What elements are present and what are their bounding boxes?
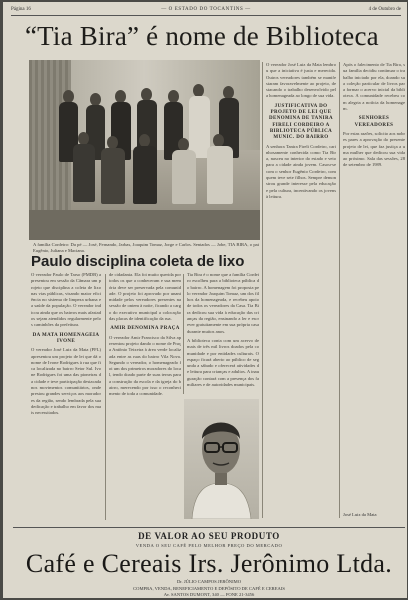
family-group-photo xyxy=(29,60,260,240)
portrait-credit: José Luiz da Mata xyxy=(343,512,377,517)
column-divider xyxy=(262,62,263,518)
ad-address: Av. SANTOS DUMONT, 340 — FONE 21-3456 xyxy=(163,592,255,597)
column-paragraph: O vereador José Luiz da Mata (PFL) apresentou um projeto de lei que dá o nome de Ivone Rodrigues à rua que fica localizada no bairro Setor Sul. Ivone Rodrigues foi uma das pioneiras da cidade e teve participação destacada nos movimentos comunitários, onde prestou grandes serviços aos moradores da região, sendo lembrada pela sua dedicação e trabalho em favor dos mais necessitados. xyxy=(31,347,101,416)
ad-services: COMPRA, VENDA, BENEFICIAMENTO E DEPÓSITO DE CAFÉ E CEREAIS xyxy=(133,586,285,591)
column-paragraph: Por estas razões, solicito aos nobres pares a aprovação do presente projeto de lei, que faz justiça a uma mulher que dedicou sua vida ao próximo. Sala das sessões, 28 de setembro de 1989. xyxy=(343,130,405,168)
page-headline: “Tia Bira” é nome de Biblioteca xyxy=(25,21,379,51)
article-column-4 xyxy=(266,62,336,514)
page-number: Página 16 xyxy=(11,7,31,12)
column-paragraph: A senhora Tanira Fireli Cordeiro, carinhosamente conhecida como Tia Bira, nasceu no interior do estado e veio para a cidade ainda jovem. Casou-se com o senhor Eugênio Cordeiro, com quem teve sete filhos. Sempre demonstrou grande interesse pela educação e pela cultura, incentivando os jovens à leitura. xyxy=(266,143,336,199)
article-column-1 xyxy=(31,272,101,522)
column-paragraph: O vereador Amir Francisco da Silva apresentou projeto dando o nome de Praça Antônio Teixeira à área verde localizada entre as ruas do bairro Vila Nova. Segundo o vereador, o homenageado foi um dos primeiros moradores do local, tendo doado parte de suas terras para a construção da escola e da igreja do bairro, merecendo por isso o reconhecimento de toda a comunidade. xyxy=(109,334,181,397)
ad-subtagline: VENDA O SEU CAFÉ PELO MELHOR PREÇO DO MERCADO xyxy=(135,543,283,548)
ad-brand-name: Café e Cereais Irs. Jerônimo Ltda. xyxy=(25,549,393,578)
column-paragraph: O vereador Paulo de Tarso (PMDB) apresentou em sessão da Câmara um projeto que disciplina a coleta de lixo nas vias públicas, visando maior eficiência no sistema de limpeza urbana e a saúde da população. O vereador indicou ainda que os bairros mais afastados sejam atendidos regularmente pelos caminhões da prefeitura. xyxy=(31,272,101,328)
column-paragraph: Após o falecimento de Tia Bira, sua família decidiu continuar o trabalho iniciado por ela, doando sua coleção particular de livros para formar o acervo inicial da biblioteca. A comunidade recebeu com alegria a notícia da homenagem. xyxy=(343,62,405,112)
photo-caption: A família Cordeiro: Da pé — José, Fernando, Jarbas, Joaquim Tomaz, Jorge e Carlos. Sentados — Jobe, TIA BIRA, o pai Eugênio, Juliana e Maciana. xyxy=(33,242,259,253)
councilman-portrait-photo xyxy=(184,399,259,519)
column-subheading: AMIR DENOMINA PRAÇA xyxy=(110,326,180,332)
column-subheading: DA MATA HOMENAGEIA IVONE xyxy=(32,332,100,344)
masthead-rule xyxy=(11,15,401,16)
newspaper-page xyxy=(3,2,407,598)
issue-date: 4 de Outubro de xyxy=(368,7,401,12)
column-subheading: JUSTIFICATIVA DO PROJETO DE LEI QUE DENOMINA DE TANIRA FIRELI CORDEIRO A BIBLIOTECA PÚBLICA MUNIC. DO BAIRRO xyxy=(269,103,333,141)
column-paragraph: A biblioteca conta com um acervo de mais de três mil livros doados pela comunidade e por entidades culturais. O espaço ficará aberto ao público de segunda a sábado e oferecerá atividades de leitura para crianças e adultos. A inauguração contará com a presença dos familiares e de autoridades municipais. xyxy=(187,337,259,388)
column-paragraph: O vereador José Luiz da Mata lembrou que a iniciativa é justa e merecida. Outros vereadores também se manifestaram favoravelmente ao projeto, destacando o trabalho desenvolvido pela homenageada ao longo de sua vida. xyxy=(266,62,336,99)
portrait-figure xyxy=(184,399,259,519)
article-column-5 xyxy=(343,62,405,510)
coffee-advertisement xyxy=(13,527,405,598)
ad-tagline: DE VALOR AO SEU PRODUTO xyxy=(138,531,280,541)
photo-floor xyxy=(29,210,260,240)
ad-contact-name: Dr. JÚLIO CAMPOS JERÔNIMO xyxy=(176,579,242,584)
column-divider xyxy=(339,62,340,518)
masthead xyxy=(11,5,401,15)
column-paragraph: Tia Bira é o nome que a família Cordeiro escolheu para a biblioteca pública do bairro. A homenagem foi proposta pelo vereador Joaquim Tomaz, um dos filhos da homenageada, e recebeu apoio de todos os vereadores da Casa. Tia Bira dedicou sua vida à educação das crianças da região, ensinando a ler e escrever gratuitamente em sua própria casa durante muitos anos. xyxy=(187,272,259,334)
column-paragraph: de cidadania. Ela foi muito querida por todos os que a conheceram e sua memória deve ser preservada pela comunidade. O projeto foi aprovado por unanimidade pelos vereadores presentes na sessão de ontem à noite, ficando a cargo do executivo municipal a colocação das placas de identificação da rua. xyxy=(109,272,181,322)
column-divider xyxy=(183,274,184,394)
newspaper-name: — O ESTADO DO TOCANTINS — xyxy=(161,7,251,12)
article-column-2 xyxy=(109,272,181,522)
column-divider xyxy=(105,274,106,520)
article-column-3 xyxy=(187,272,259,396)
column-subheading: SENHORES VEREADORES xyxy=(354,116,394,128)
article-headline: Paulo disciplina coleta de lixo xyxy=(31,253,245,270)
